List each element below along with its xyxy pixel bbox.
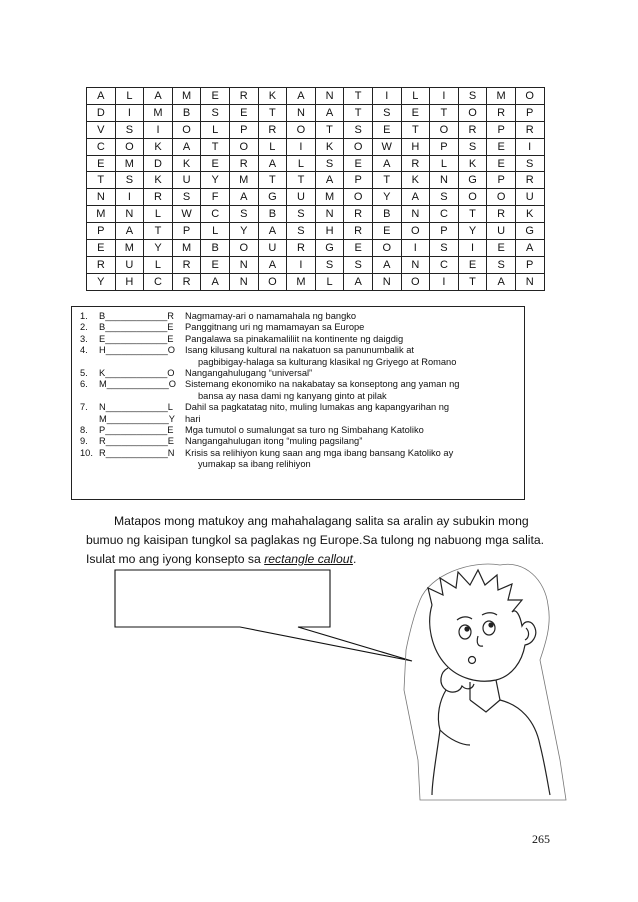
grid-cell: E bbox=[201, 155, 230, 172]
grid-cell: M bbox=[115, 240, 144, 257]
grid-cell: T bbox=[201, 138, 230, 155]
grid-cell: S bbox=[344, 256, 373, 273]
grid-cell: Y bbox=[458, 223, 487, 240]
grid-cell: G bbox=[458, 172, 487, 189]
thinking-boy-drawing bbox=[404, 564, 566, 800]
grid-cell: A bbox=[401, 189, 430, 206]
grid-cell: N bbox=[372, 273, 401, 290]
grid-cell: I bbox=[287, 138, 316, 155]
grid-cell: I bbox=[115, 104, 144, 121]
clue-answer-blank: H____________O bbox=[99, 345, 175, 356]
grid-row bbox=[87, 155, 545, 172]
instruction-line-1: Matapos mong matukoy ang mahahalagang salita sa aralin ay subukin mong bbox=[114, 514, 529, 528]
grid-cell: S bbox=[430, 240, 459, 257]
grid-cell: H bbox=[315, 223, 344, 240]
grid-cell: O bbox=[229, 240, 258, 257]
grid-cell: H bbox=[401, 138, 430, 155]
grid-cell: T bbox=[87, 172, 116, 189]
grid-cell: P bbox=[487, 121, 516, 138]
grid-cell: A bbox=[172, 138, 201, 155]
grid-row bbox=[87, 104, 545, 121]
grid-cell: T bbox=[458, 206, 487, 223]
grid-cell: B bbox=[201, 240, 230, 257]
grid-cell: K bbox=[258, 88, 287, 105]
grid-cell: O bbox=[430, 121, 459, 138]
grid-cell: M bbox=[229, 172, 258, 189]
page-number: 265 bbox=[532, 832, 550, 846]
grid-cell: S bbox=[430, 189, 459, 206]
grid-cell: E bbox=[87, 240, 116, 257]
clue-answer-blank: N____________L bbox=[99, 402, 173, 413]
grid-cell: U bbox=[172, 172, 201, 189]
grid-cell: O bbox=[344, 189, 373, 206]
grid-cell: S bbox=[172, 189, 201, 206]
grid-cell: R bbox=[258, 121, 287, 138]
clue-answer-blank: B____________E bbox=[99, 322, 174, 333]
grid-cell: T bbox=[344, 88, 373, 105]
grid-cell: L bbox=[258, 138, 287, 155]
grid-cell: T bbox=[458, 273, 487, 290]
grid-cell: N bbox=[401, 256, 430, 273]
grid-row bbox=[87, 206, 545, 223]
grid-row bbox=[87, 256, 545, 273]
grid-cell: Y bbox=[229, 223, 258, 240]
grid-cell: I bbox=[430, 88, 459, 105]
grid-cell: D bbox=[87, 104, 116, 121]
grid-cell: E bbox=[344, 155, 373, 172]
clue-answer-blank: K____________O bbox=[99, 368, 175, 378]
grid-cell: A bbox=[229, 189, 258, 206]
clue-text: Dahil sa pagkatatag nito, muling lumakas ang kapangyarihan ng bbox=[185, 402, 450, 413]
grid-row bbox=[87, 273, 545, 290]
grid-cell: A bbox=[201, 273, 230, 290]
grid-cell: R bbox=[229, 88, 258, 105]
grid-cell: W bbox=[172, 206, 201, 223]
clue-text-continued: hari bbox=[185, 413, 201, 424]
grid-cell: P bbox=[87, 223, 116, 240]
grid-cell: I bbox=[515, 138, 544, 155]
grid-cell: N bbox=[229, 273, 258, 290]
grid-cell: S bbox=[315, 155, 344, 172]
grid-cell: O bbox=[172, 121, 201, 138]
grid-cell: O bbox=[287, 121, 316, 138]
grid-cell: A bbox=[144, 88, 173, 105]
grid-cell: N bbox=[315, 206, 344, 223]
grid-cell: U bbox=[258, 240, 287, 257]
clue-text: Nangangahulugan itong “muling pagsilang” bbox=[185, 436, 363, 447]
grid-cell: L bbox=[401, 88, 430, 105]
clue-number: 2. bbox=[80, 322, 88, 333]
grid-row bbox=[87, 138, 545, 155]
grid-cell: P bbox=[172, 223, 201, 240]
grid-cell: C bbox=[430, 206, 459, 223]
grid-cell: O bbox=[401, 273, 430, 290]
grid-cell: S bbox=[115, 121, 144, 138]
grid-cell: A bbox=[372, 256, 401, 273]
grid-cell: K bbox=[144, 172, 173, 189]
grid-cell: S bbox=[229, 206, 258, 223]
grid-row bbox=[87, 172, 545, 189]
clue-text: Pangalawa sa pinakamaliliit na kontinente ng daigdig bbox=[185, 333, 404, 344]
grid-cell: R bbox=[458, 121, 487, 138]
grid-cell: I bbox=[115, 189, 144, 206]
clue-answer-blank: M____________Y bbox=[99, 413, 175, 424]
grid-cell: R bbox=[344, 223, 373, 240]
clue-text: Isang kilusang kultural na nakatuon sa panunumbalik at bbox=[185, 345, 414, 356]
grid-cell: A bbox=[315, 172, 344, 189]
grid-cell: B bbox=[372, 206, 401, 223]
grid-cell: N bbox=[87, 189, 116, 206]
grid-cell: L bbox=[430, 155, 459, 172]
grid-cell: K bbox=[458, 155, 487, 172]
grid-cell: N bbox=[115, 206, 144, 223]
clue-text: Sistemang ekonomiko na nakabatay sa konseptong ang yaman ng bbox=[185, 379, 460, 390]
grid-cell: S bbox=[344, 121, 373, 138]
grid-cell: C bbox=[87, 138, 116, 155]
grid-cell: E bbox=[487, 138, 516, 155]
grid-cell: E bbox=[344, 240, 373, 257]
clue-number: 10. bbox=[80, 447, 93, 458]
grid-cell: P bbox=[430, 223, 459, 240]
grid-cell: G bbox=[315, 240, 344, 257]
grid-cell: E bbox=[229, 104, 258, 121]
clue-number: 8. bbox=[80, 425, 88, 435]
grid-cell: M bbox=[315, 189, 344, 206]
grid-cell: P bbox=[229, 121, 258, 138]
grid-cell: M bbox=[87, 206, 116, 223]
grid-cell: A bbox=[344, 273, 373, 290]
grid-cell: K bbox=[315, 138, 344, 155]
grid-cell: O bbox=[515, 88, 544, 105]
clue-answer-blank: M____________O bbox=[99, 379, 177, 390]
instruction-line-2: bumuo ng kaisipan tungkol sa paglakas ng Europe.Sa tulong ng nabuong mga salita. bbox=[86, 533, 545, 547]
grid-cell: R bbox=[172, 273, 201, 290]
grid-cell: A bbox=[258, 256, 287, 273]
grid-cell: S bbox=[287, 223, 316, 240]
grid-cell: S bbox=[372, 104, 401, 121]
grid-cell: K bbox=[172, 155, 201, 172]
grid-cell: I bbox=[287, 256, 316, 273]
grid-cell: A bbox=[372, 155, 401, 172]
grid-cell: R bbox=[229, 155, 258, 172]
grid-cell: H bbox=[115, 273, 144, 290]
grid-cell: G bbox=[258, 189, 287, 206]
grid-cell: O bbox=[487, 189, 516, 206]
grid-cell: A bbox=[258, 155, 287, 172]
grid-cell: N bbox=[229, 256, 258, 273]
grid-cell: M bbox=[144, 104, 173, 121]
grid-cell: Y bbox=[201, 172, 230, 189]
clue-text: Krisis sa relihiyon kung saan ang mga ibang bansang Katoliko ay bbox=[185, 447, 454, 458]
grid-cell: L bbox=[115, 88, 144, 105]
grid-cell: U bbox=[487, 223, 516, 240]
rectangle-callout bbox=[115, 570, 412, 661]
grid-cell: E bbox=[372, 121, 401, 138]
grid-cell: S bbox=[458, 138, 487, 155]
grid-cell: C bbox=[201, 206, 230, 223]
grid-cell: C bbox=[430, 256, 459, 273]
instruction-line-3: Isulat mo ang iyong konsepto sa rectangle callout. bbox=[86, 552, 357, 566]
grid-cell: T bbox=[144, 223, 173, 240]
clue-number: 9. bbox=[80, 436, 88, 447]
grid-cell: I bbox=[372, 88, 401, 105]
clue-number: 6. bbox=[80, 379, 88, 390]
rectangle-callout-term: rectangle callout bbox=[264, 552, 353, 566]
grid-cell: O bbox=[115, 138, 144, 155]
grid-cell: M bbox=[287, 273, 316, 290]
grid-cell: T bbox=[430, 104, 459, 121]
grid-cell: O bbox=[458, 104, 487, 121]
grid-cell: O bbox=[344, 138, 373, 155]
grid-cell: R bbox=[515, 172, 544, 189]
grid-cell: U bbox=[515, 189, 544, 206]
grid-cell: N bbox=[430, 172, 459, 189]
grid-cell: S bbox=[458, 88, 487, 105]
grid-cell: R bbox=[144, 189, 173, 206]
grid-cell: E bbox=[201, 88, 230, 105]
clue-answer-blank: B____________R bbox=[99, 311, 174, 321]
grid-cell: L bbox=[201, 121, 230, 138]
grid-cell: U bbox=[287, 189, 316, 206]
clue-text-continued: bansa ay nasa dami ng kanyang ginto at pilak bbox=[198, 390, 387, 401]
clue-number: 5. bbox=[80, 368, 88, 378]
grid-cell: E bbox=[487, 240, 516, 257]
clue-number: 3. bbox=[80, 333, 88, 344]
grid-cell: E bbox=[87, 155, 116, 172]
grid-cell: L bbox=[201, 223, 230, 240]
clue-answer-blank: P____________E bbox=[99, 425, 174, 435]
grid-cell: R bbox=[515, 121, 544, 138]
clue-answer-blank: R____________E bbox=[99, 436, 174, 447]
grid-cell: O bbox=[401, 223, 430, 240]
grid-cell: P bbox=[487, 172, 516, 189]
grid-cell: I bbox=[430, 273, 459, 290]
grid-cell: N bbox=[287, 104, 316, 121]
grid-cell: A bbox=[287, 88, 316, 105]
grid-cell: E bbox=[487, 155, 516, 172]
grid-cell: S bbox=[201, 104, 230, 121]
grid-cell: V bbox=[87, 121, 116, 138]
clue-answer-blank: R____________N bbox=[99, 447, 175, 458]
grid-cell: A bbox=[115, 223, 144, 240]
grid-cell: U bbox=[115, 256, 144, 273]
clue-number: 1. bbox=[80, 311, 88, 321]
grid-row bbox=[87, 88, 545, 105]
grid-cell: A bbox=[487, 273, 516, 290]
instruction-paragraph bbox=[86, 512, 564, 569]
grid-cell: L bbox=[315, 273, 344, 290]
grid-cell: Y bbox=[372, 189, 401, 206]
clue-text: Nagmamay-ari o namamahala ng bangko bbox=[185, 311, 357, 321]
word-search-grid bbox=[86, 87, 545, 291]
grid-cell: B bbox=[172, 104, 201, 121]
grid-row bbox=[87, 223, 545, 240]
grid-cell: L bbox=[144, 206, 173, 223]
clue-text: Mga tumutol o sumalungat sa turo ng Simbahang Katoliko bbox=[185, 425, 424, 435]
grid-row bbox=[87, 240, 545, 257]
grid-cell: K bbox=[144, 138, 173, 155]
grid-cell: S bbox=[115, 172, 144, 189]
grid-cell: T bbox=[315, 121, 344, 138]
grid-cell: R bbox=[487, 104, 516, 121]
clue-text: Panggitnang uri ng mamamayan sa Europe bbox=[185, 322, 365, 333]
grid-cell: T bbox=[401, 121, 430, 138]
grid-cell: K bbox=[515, 206, 544, 223]
grid-cell: P bbox=[515, 256, 544, 273]
grid-cell: O bbox=[458, 189, 487, 206]
grid-cell: N bbox=[315, 88, 344, 105]
clue-text: Nangangahulugang “universal” bbox=[185, 368, 313, 378]
grid-cell: S bbox=[287, 206, 316, 223]
grid-cell: L bbox=[144, 256, 173, 273]
grid-cell: E bbox=[201, 256, 230, 273]
clue-number: 7. bbox=[80, 402, 88, 413]
grid-cell: Y bbox=[144, 240, 173, 257]
grid-cell: I bbox=[144, 121, 173, 138]
grid-cell: A bbox=[515, 240, 544, 257]
grid-cell: R bbox=[487, 206, 516, 223]
grid-cell: I bbox=[401, 240, 430, 257]
grid-cell: O bbox=[258, 273, 287, 290]
grid-cell: A bbox=[258, 223, 287, 240]
grid-cell: S bbox=[515, 155, 544, 172]
grid-cell: E bbox=[458, 256, 487, 273]
grid-cell: O bbox=[229, 138, 258, 155]
grid-cell: I bbox=[458, 240, 487, 257]
grid-cell: R bbox=[401, 155, 430, 172]
grid-cell: L bbox=[287, 155, 316, 172]
clue-text-continued: pagbibigay-halaga sa kulturang klasikal ng Griyego at Romano bbox=[198, 356, 457, 367]
grid-cell: D bbox=[144, 155, 173, 172]
grid-cell: M bbox=[115, 155, 144, 172]
grid-cell: R bbox=[172, 256, 201, 273]
grid-cell: S bbox=[487, 256, 516, 273]
grid-cell: C bbox=[144, 273, 173, 290]
grid-cell: F bbox=[201, 189, 230, 206]
grid-cell: O bbox=[372, 240, 401, 257]
grid-cell: T bbox=[287, 172, 316, 189]
grid-cell: A bbox=[87, 88, 116, 105]
grid-cell: R bbox=[344, 206, 373, 223]
grid-cell: M bbox=[172, 240, 201, 257]
grid-row bbox=[87, 189, 545, 206]
grid-cell: S bbox=[315, 256, 344, 273]
clue-text-continued: yumakap sa ibang relihiyon bbox=[198, 459, 311, 470]
grid-row bbox=[87, 121, 545, 138]
grid-cell: M bbox=[172, 88, 201, 105]
grid-cell: M bbox=[487, 88, 516, 105]
grid-cell: E bbox=[372, 223, 401, 240]
grid-cell: A bbox=[315, 104, 344, 121]
grid-cell: R bbox=[287, 240, 316, 257]
grid-cell: W bbox=[372, 138, 401, 155]
grid-cell: Y bbox=[87, 273, 116, 290]
clue-list-box bbox=[71, 306, 525, 500]
grid-cell: P bbox=[344, 172, 373, 189]
clue-answer-blank: E____________E bbox=[99, 333, 174, 344]
grid-cell: B bbox=[258, 206, 287, 223]
grid-cell: T bbox=[258, 104, 287, 121]
grid-cell: K bbox=[401, 172, 430, 189]
grid-cell: T bbox=[372, 172, 401, 189]
grid-cell: N bbox=[401, 206, 430, 223]
grid-cell: P bbox=[515, 104, 544, 121]
grid-cell: R bbox=[87, 256, 116, 273]
clue-number: 4. bbox=[80, 345, 88, 356]
grid-cell: E bbox=[401, 104, 430, 121]
grid-cell: P bbox=[430, 138, 459, 155]
grid-cell: T bbox=[258, 172, 287, 189]
grid-cell: T bbox=[344, 104, 373, 121]
grid-cell: G bbox=[515, 223, 544, 240]
grid-cell: N bbox=[515, 273, 544, 290]
